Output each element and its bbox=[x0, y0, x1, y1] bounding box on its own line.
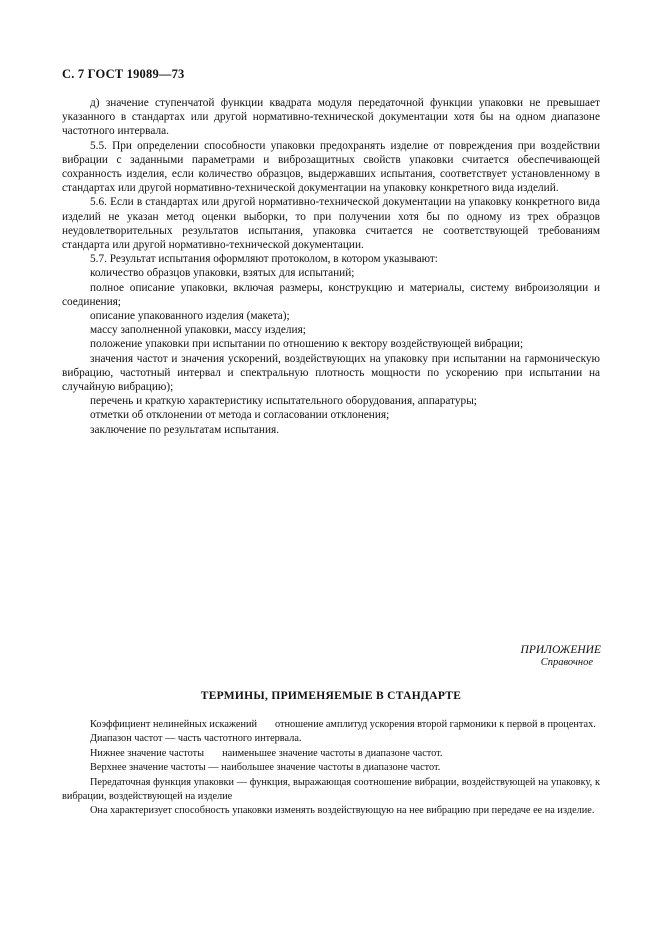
term-definition: наименьшее значение частоты в диапазоне частот. bbox=[222, 747, 443, 759]
list-item: отметки об отклонении от метода и согласовании отклонения; bbox=[90, 409, 390, 422]
list-item: заключение по результатам испытания. bbox=[90, 423, 280, 436]
appendix-label-block bbox=[521, 644, 601, 668]
term-name: Нижнее значение частоты bbox=[90, 747, 205, 759]
term-name: Коэффициент нелинейных искажений bbox=[90, 719, 258, 730]
list-item: полное описание упаковки, включая размеры, конструкцию и материалы, систему виброизоляции и соединения; bbox=[62, 281, 600, 308]
list-item: описание упакованного изделия (макета); bbox=[90, 310, 290, 323]
paragraph-d: д) значение ступенчатой функции квадрата модуля передаточной функции упаковки не превышает указанного в стандартах или другой нормативно-технической документации хотя бы на одном диапазоне частотного интервала. bbox=[62, 97, 600, 138]
term-entry bbox=[62, 747, 600, 761]
paragraph-5-6: 5.6. Если в стандартах или другой нормативно-технической документации на упаковку конкретного вида изделий не указан метод оценки выборки, то при получении хотя бы по одному из трех образцов неудовлетворительных результатов испытания, упаковка считается не соответствующей требованиям стандарта или другой нормативно-технической документации. bbox=[62, 196, 600, 252]
term-entry: Верхнее значение частоты — наибольшее значение частоты в диапазоне частот. bbox=[90, 762, 441, 774]
terms-list bbox=[62, 718, 600, 819]
list-item: перечень и краткую характеристику испытательного оборудования, аппаратуры; bbox=[90, 395, 477, 408]
list-item: количество образцов упаковки, взятых для испытаний; bbox=[90, 267, 355, 280]
list-item: положение упаковки при испытании по отношению к вектору воздействующей вибрации; bbox=[90, 338, 524, 351]
terms-title: ТЕРМИНЫ, ПРИМЕНЯЕМЫЕ В СТАНДАРТЕ bbox=[200, 690, 462, 702]
term-entry: Передаточная функция упаковки — функция, выражающая соотношение вибрации, воздействующей на упаковку, к вибрации, воздействующей на изделие bbox=[62, 776, 600, 803]
paragraph-5-5: 5.5. При определении способности упаковки предохранять изделие от повреждения при воздействии вибрации с заданными параметрами и виброзащитных свойств упаковки считается обеспечивающей сохранность изделия, если количество образцов, выдержавших испытания, соответствует установленному в стандартах или другой нормативно-технической документации на упаковку конкретного вида изделий. bbox=[62, 139, 600, 195]
page-header: С. 7 ГОСТ 19089—73 bbox=[62, 67, 185, 81]
appendix-sublabel: Справочное bbox=[540, 657, 593, 668]
standard-body-text bbox=[62, 96, 600, 437]
list-item: массу заполненной упаковки, массу изделия; bbox=[90, 324, 306, 337]
paragraph-5-7: 5.7. Результат испытания оформляют протоколом, в котором указывают: bbox=[90, 253, 438, 266]
term-definition: отношение амплитуд ускорения второй гармоники к первой в процентах. bbox=[275, 719, 596, 730]
term-entry: Диапазон частот — часть частотного интервала. bbox=[90, 733, 302, 745]
term-entry: Она характеризует способность упаковки изменять воздействующую на нее вибрацию при передаче ее на изделие. bbox=[90, 805, 595, 817]
list-item: значения частот и значения ускорений, воздействующих на упаковку при испытании на гармоническую вибрацию, частотный интервал и спектральную плотность мощности по ускорению при испытании на случайную вибрацию); bbox=[62, 352, 600, 394]
term-entry bbox=[62, 718, 600, 732]
appendix-label: ПРИЛОЖЕНИЕ bbox=[520, 644, 601, 656]
